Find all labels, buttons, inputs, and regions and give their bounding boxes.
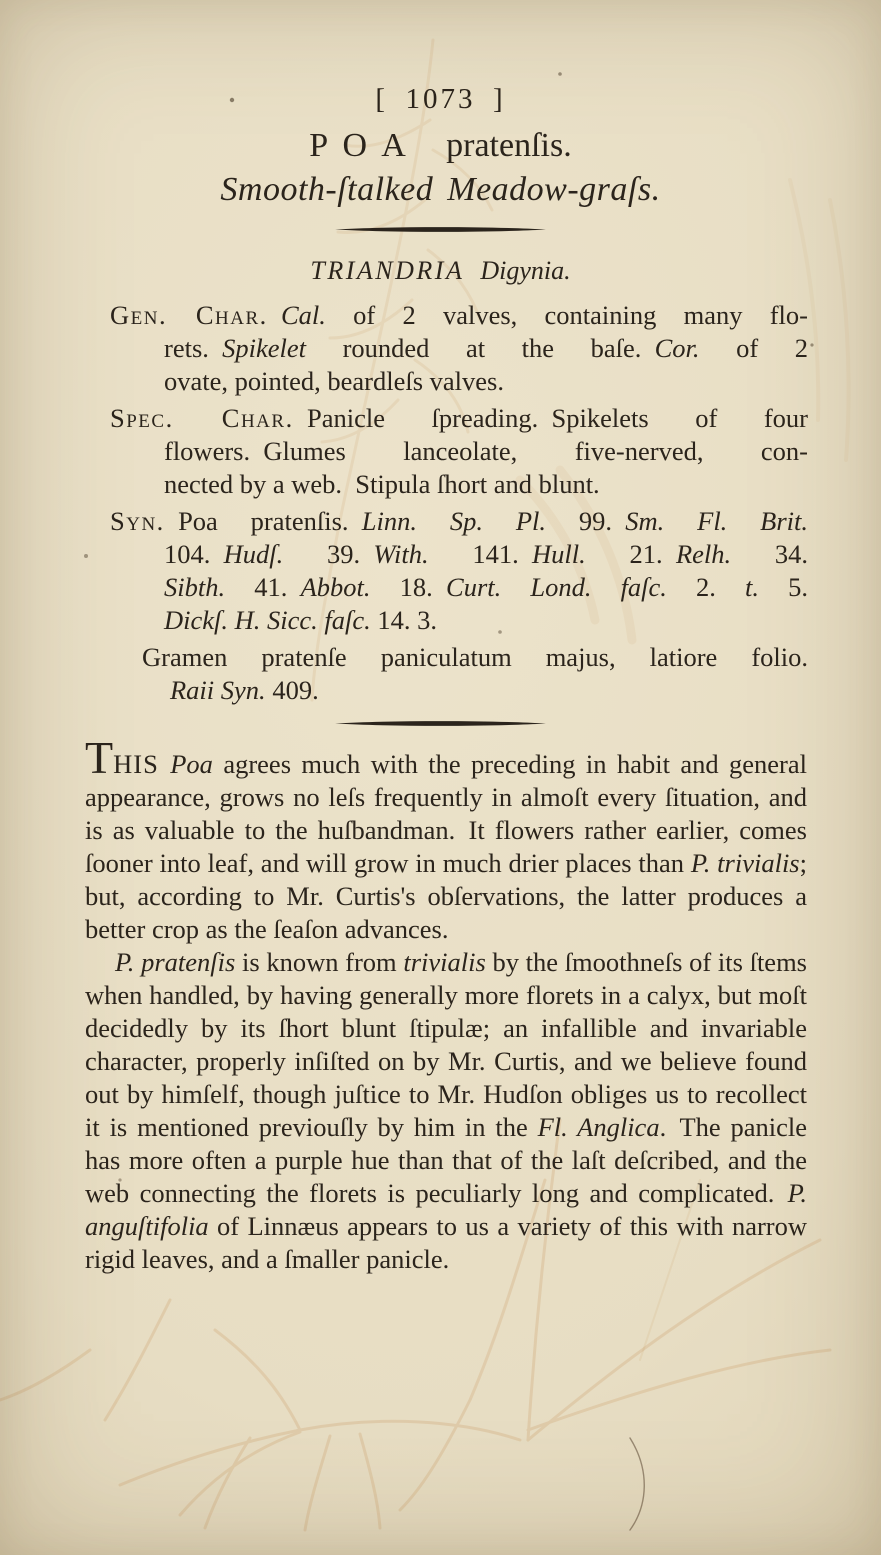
text-line [110,571,808,604]
text-segment: Hudſ. [223,539,284,569]
text-segment: rets. [164,333,223,363]
text-segment: nected by a web. Stipula ſhort and blunt. [164,469,600,499]
text-line [110,402,808,435]
text-segment: trivialis [403,947,486,977]
text-segment: Linn. Sp. Pl. [361,506,547,536]
text-segment: ; but, according to Mr. Curtis's obſervations, the latter produces a better crop as the ſeaſon advances. [85,848,807,944]
text-line [110,505,808,538]
text-segment: Sm. Fl. Brit. [625,506,809,536]
text-segment: 99. [546,506,626,536]
text-segment: 41. [225,572,301,602]
text-segment: With. [373,539,429,569]
text-segment: Panicle ſpreading. Spikelets of four [293,403,808,433]
text-segment: P. pratenſis [115,947,236,977]
text-line [110,435,808,468]
text-segment: Cal. [281,300,326,330]
text-line [110,468,808,501]
text-segment: 39. [283,539,374,569]
text-segment: HIS [113,749,171,779]
text-segment: of Linnæus appears to us a variety of this with narrow rigid leaves, and a ſmaller panicle. [85,1211,807,1274]
text-segment: by the ſmoothneſs of its ſtems when handled, by having generally more florets in a calyx, but moſt decidedly by its ſhort blunt ſtipulæ; an infallible and invariable character, properly inſiſted on by Mr. Curtis, and we believe found out by himſelf, though juſtice to Mr. Hudſon obliges us to recollect it is mentioned previouſly by him in the [85,947,807,1142]
text-segment [268,300,281,330]
text-segment: 14. 3. [370,605,438,635]
text-segment: is known from [235,947,404,977]
text-line [110,332,808,365]
text-segment: 34. [731,539,809,569]
description-text [85,732,808,1276]
synonyms-block [110,505,808,637]
text-segment: . The panicle has more often a purple hue than that of the laſt deſcribed, and the web connecting the florets is peculiarly long and complicated. [85,1112,808,1208]
text-line [110,604,808,637]
text-segment: 141. [428,539,533,569]
text-segment: P. anguſtifolia [85,1178,807,1241]
front-matter [110,299,808,707]
text-segment: Fl. Anglica [537,1112,660,1142]
text-segment: Raii Syn. [170,675,266,705]
text-segment: 5. [759,572,809,602]
text-segment: Spikelet [222,333,307,363]
species-title [0,127,881,165]
text-segment: Abbot. [300,572,371,602]
text-line [110,365,808,398]
text-segment: agrees much with the preceding in habit and general appearance, grows no leſs frequently in almoſt every ſituation, and is as valuable to the huſbandman. It flowers rather earlier, comes ſooner into leaf, and will grow in much drier places than [85,749,808,878]
pre-linnaean-synonym-block [142,641,808,707]
text-line [110,538,808,571]
page-number: [ 1073 ] [375,83,506,115]
text-segment: P. trivialis [690,848,800,878]
text-segment: T [85,732,114,783]
linnaean-class: TRIANDRIA [310,256,465,285]
text-segment: Spec. Char. [110,403,294,433]
text-segment: of 2 [699,333,808,363]
text-segment: 21. [585,539,676,569]
species-name: pratenſis. [446,127,572,164]
text-segment: Hull. [532,539,586,569]
text-segment: 2. [666,572,746,602]
generic-character-block [110,299,808,398]
body-paragraph-2 [85,946,807,1276]
text-segment: ovate, pointed, beardleſs valves. [164,366,504,396]
text-segment: 104. [164,539,224,569]
section-rule-top [0,225,881,234]
text-segment: Poa [170,749,213,779]
text-segment: rounded at the baſe. [306,333,655,363]
text-segment: Relh. [675,539,732,569]
text-segment: 409. [265,675,319,705]
text-segment: Curt. Lond. faſc. [446,572,667,602]
specific-character-block [110,402,808,501]
text-segment: flowers. Glumes lanceolate, five-nerved, con- [164,436,808,466]
text-segment: Gen. Char. [110,300,268,330]
text-line [110,299,808,332]
text-segment: Gramen pratenſe paniculatum majus, latiore folio. [142,642,808,672]
genus-name: POA [309,127,421,164]
linnaean-order: Digynia. [480,256,571,285]
text-line [142,674,808,707]
text-segment: Poa pratenſis. [164,506,362,536]
text-segment: Dickſ. H. Sicc. faſc. [164,605,371,635]
taxonomy-line [0,256,881,286]
text-segment: 18. [370,572,447,602]
common-name: Smooth-ſtalked Meadow-graſs. [220,171,661,208]
body-paragraph-1 [85,732,808,946]
section-rule-middle [0,719,881,728]
text-segment: Syn. [110,506,165,536]
text-segment: t. [745,572,760,602]
text-segment: of 2 valves, containing many flo- [325,300,808,330]
text-line [142,641,808,674]
text-segment: Cor. [654,333,700,363]
text-segment: Sibth. [164,572,226,602]
